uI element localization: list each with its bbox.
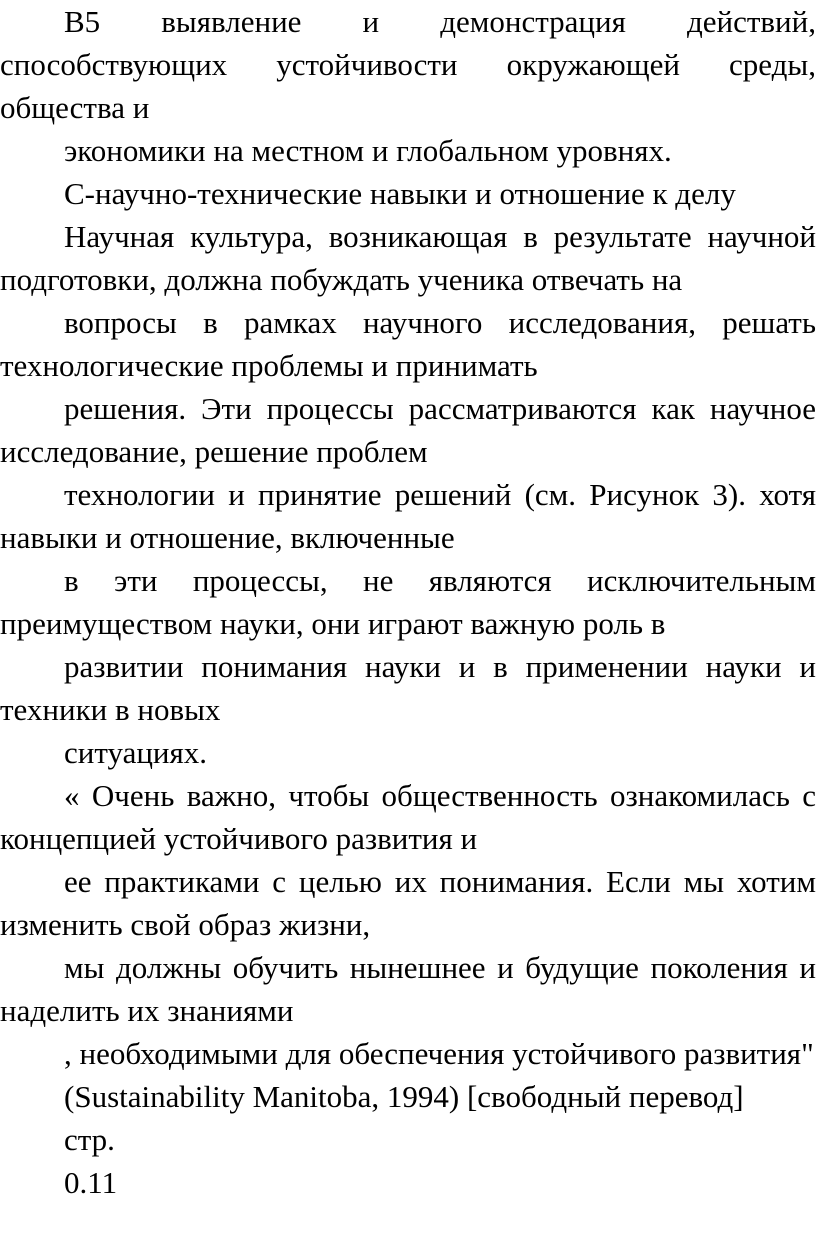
paragraph-b5: B5 выявление и демонстрация действий, способствующих устойчивости окружающей среды, общества и — [0, 4, 816, 125]
paragraph-section-c-heading: С-научно-технические навыки и отношение к делу — [64, 176, 736, 211]
page-number: 0.11 — [64, 1165, 118, 1200]
paragraph-quote-generations: мы должны обучить нынешнее и будущие поколения и наделить их знаниями — [0, 950, 816, 1028]
paragraph-quote-start: « Очень важно, чтобы общественность ознакомилась с концепцией устойчивого развития и — [0, 778, 816, 856]
paragraph-quote-practices: ее практиками с целью их понимания. Если мы хотим изменить свой образ жизни, — [0, 864, 816, 942]
paragraph-technology: технологии и принятие решений (см. Рисунок 3). хотя навыки и отношение, включенные — [0, 477, 816, 555]
paragraph-economy-levels: экономики на местном и глобальном уровнях. — [64, 133, 672, 168]
paragraph-research-questions: вопросы в рамках научного исследования, решать технологические проблемы и принимать — [0, 305, 816, 383]
paragraph-situations: ситуациях. — [64, 735, 208, 770]
page-label: стр. — [64, 1122, 115, 1157]
paragraph-scientific-culture: Научная культура, возникающая в результате научной подготовки, должна побуждать ученика отвечать на — [0, 219, 816, 297]
paragraph-understanding: развитии понимания науки и в применении науки и техники в новых — [0, 649, 816, 727]
paragraph-decisions: решения. Эти процессы рассматриваются как научное исследование, решение проблем — [0, 391, 816, 469]
paragraph-citation: (Sustainability Manitoba, 1994) [свободный перевод] — [64, 1079, 744, 1114]
paragraph-quote-end: , необходимыми для обеспечения устойчивого развития" — [64, 1036, 814, 1071]
paragraph-processes: в эти процессы, не являются исключительным преимуществом науки, они играют важную роль в — [0, 563, 816, 641]
